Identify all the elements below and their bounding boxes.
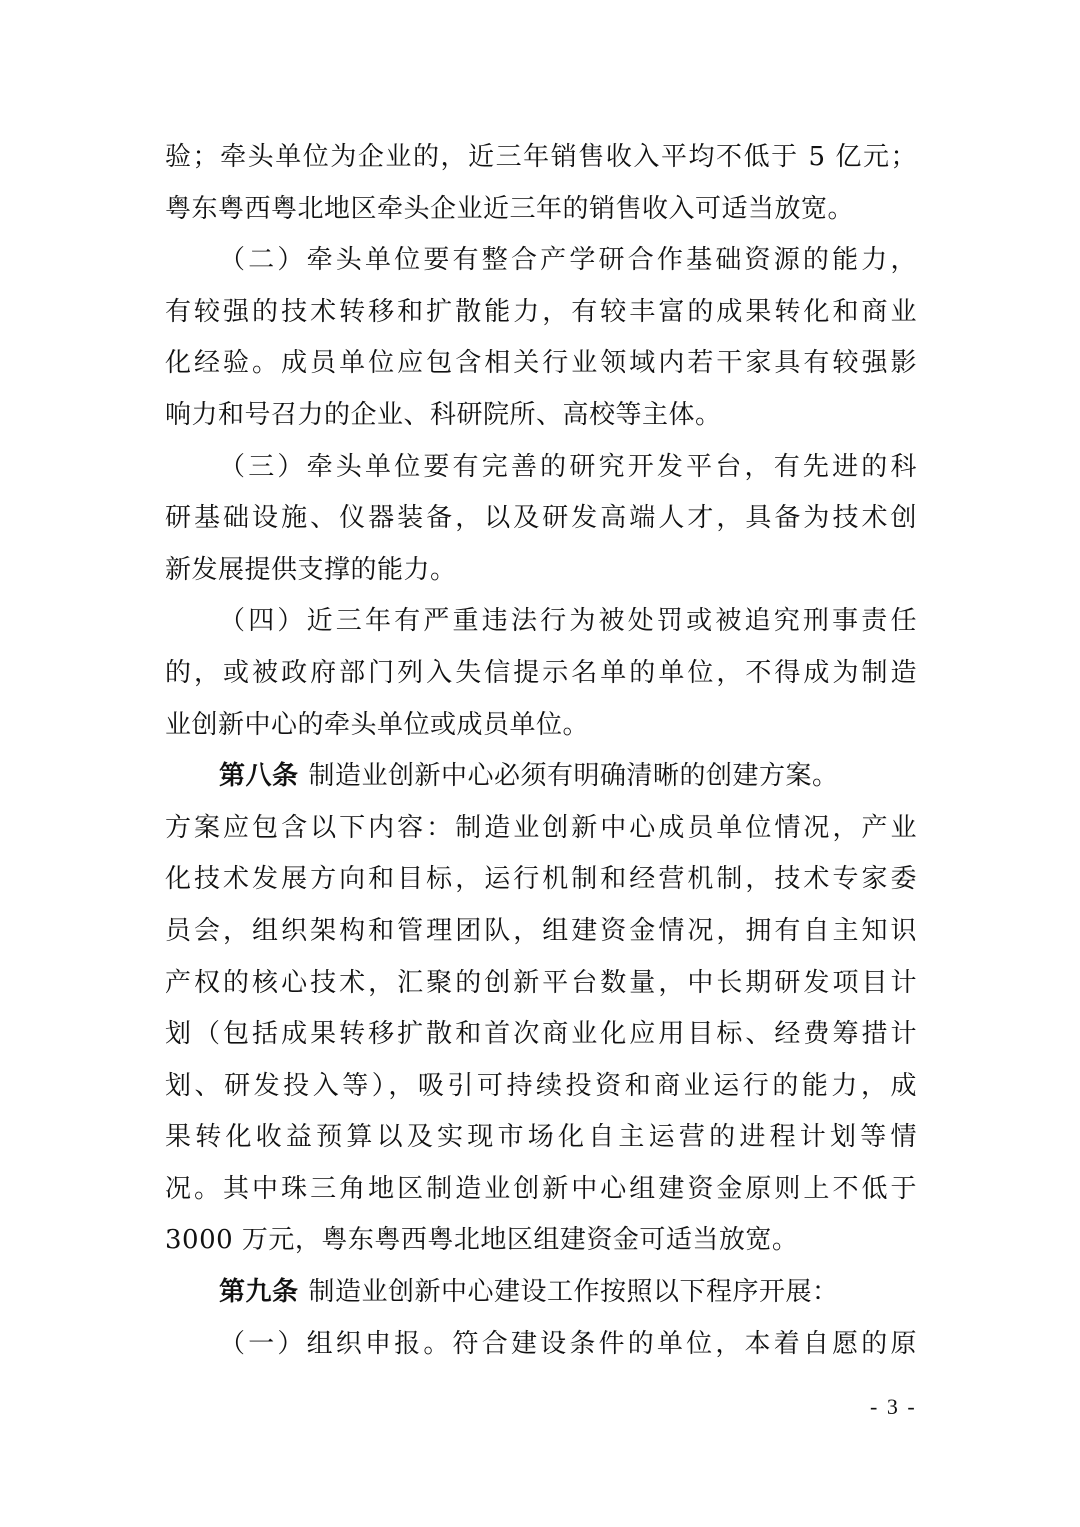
page-number: - 3 - bbox=[870, 1394, 917, 1419]
article-9-text: 制造业创新中心建设工作按照以下程序开展： bbox=[308, 1277, 839, 1308]
body-line: 划、研发投入等），吸引可持续投资和商业运行的能力，成 bbox=[165, 1070, 917, 1101]
article-9-heading: 第九条 bbox=[219, 1277, 299, 1308]
body-line: 新发展提供支撑的能力。 bbox=[165, 554, 457, 585]
article-9-line bbox=[165, 1267, 917, 1319]
body-line: 划（包括成果转移扩散和首次商业化应用目标、经费筹措计 bbox=[165, 1019, 917, 1050]
body-line: 研基础设施、仪器装备，以及研发高端人才，具备为技术创 bbox=[165, 503, 917, 534]
body-line: 化经验。成员单位应包含相关行业领域内若干家具有较强影 bbox=[165, 348, 917, 379]
body-line: 3000 万元，粤东粤西粤北地区组建资金可适当放宽。 bbox=[165, 1225, 799, 1256]
body-line: 有较强的技术转移和扩散能力，有较丰富的成果转化和商业 bbox=[165, 296, 917, 327]
body-line: 验；牵头单位为企业的，近三年销售收入平均不低于 5 亿元； bbox=[165, 142, 917, 172]
body-line: 响力和号召力的企业、科研院所、高校等主体。 bbox=[165, 399, 722, 430]
article-8-heading: 第八条 bbox=[219, 761, 299, 792]
article-8-text: 制造业创新中心必须有明确清晰的创建方案。 bbox=[308, 761, 839, 792]
body-line: 化技术发展方向和目标，运行机制和经营机制，技术专家委 bbox=[165, 864, 917, 895]
body-line: 粤东粤西粤北地区牵头企业近三年的销售收入可适当放宽。 bbox=[165, 193, 855, 224]
body-line: 产权的核心技术，汇聚的创新平台数量，中长期研发项目计 bbox=[165, 967, 917, 998]
body-line: （三）牵头单位要有完善的研究开发平台，有先进的科 bbox=[219, 451, 917, 482]
body-line: 员会，组织架构和管理团队，组建资金情况，拥有自主知识 bbox=[165, 915, 917, 946]
body-line: （二）牵头单位要有整合产学研合作基础资源的能力， bbox=[219, 245, 917, 276]
body-line: （四）近三年有严重违法行为被处罚或被追究刑事责任 bbox=[219, 606, 917, 637]
body-line: 况。其中珠三角地区制造业创新中心组建资金原则上不低于 bbox=[165, 1173, 917, 1204]
body-line: （一）组织申报。符合建设条件的单位，本着自愿的原 bbox=[219, 1328, 917, 1359]
body-line: 果转化收益预算以及实现市场化自主运营的进程计划等情 bbox=[165, 1122, 917, 1153]
body-line: 的，或被政府部门列入失信提示名单的单位，不得成为制造 bbox=[165, 657, 917, 688]
article-8-line bbox=[165, 751, 917, 803]
document-body bbox=[165, 132, 917, 1370]
body-line: 业创新中心的牵头单位或成员单位。 bbox=[165, 709, 590, 740]
body-line: 方案应包含以下内容：制造业创新中心成员单位情况，产业 bbox=[165, 812, 917, 843]
